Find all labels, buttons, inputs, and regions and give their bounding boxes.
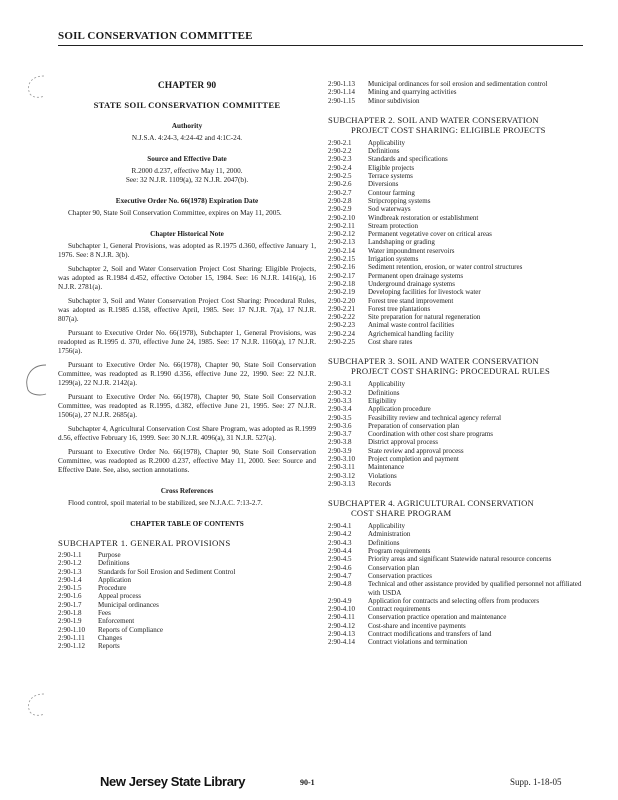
- toc-row: [328, 572, 592, 580]
- section-title: Fees: [98, 609, 111, 618]
- left-column: [58, 80, 316, 651]
- section-number: 2:90-3.11: [328, 463, 355, 472]
- section-title: Developing facilities for livestock water: [368, 288, 481, 297]
- toc-row: [328, 313, 592, 321]
- toc-row: [328, 472, 592, 480]
- section-title: Definitions: [368, 538, 400, 547]
- section-title: Contract modifications and transfers of land: [368, 630, 492, 639]
- section-number: 2:90-1.7: [58, 600, 82, 609]
- toc-row: [328, 480, 592, 488]
- toc-row: [328, 438, 592, 446]
- toc-row: [328, 147, 592, 155]
- toc-row: [328, 580, 592, 597]
- section-title: Standards for Soil Erosion and Sediment Control: [98, 567, 236, 576]
- section-title: Stripcropping systems: [368, 196, 431, 205]
- section-title: Irrigation systems: [368, 255, 419, 264]
- section-title: Municipal ordinances: [98, 600, 159, 609]
- toc-row: [328, 622, 592, 630]
- page-footer: [0, 774, 618, 794]
- section-number: 2:90-3.1: [328, 380, 352, 389]
- section-number: 2:90-4.2: [328, 530, 352, 539]
- section-title: Sod waterways: [368, 205, 411, 214]
- toc-row: [328, 247, 592, 255]
- history-paragraph: Pursuant to Executive Order No. 66(1978), Chapter 90, State Soil Conservation Committee, was readopted as R.1990 d.356, effective June 22, 1990. See: 22 N.J.R. 1299(a), 22 N.J.R. 2142(a).: [58, 361, 316, 387]
- toc-row: [328, 389, 592, 397]
- section-title: Purpose: [98, 551, 121, 559]
- toc-row: [328, 297, 592, 305]
- section-title: Application for contracts and selecting offers from producers: [368, 596, 540, 605]
- section-number: 2:90-3.7: [328, 430, 352, 439]
- section-number: 2:90-1.6: [58, 592, 82, 601]
- section-number: 2:90-3.6: [328, 421, 352, 430]
- toc-row: [328, 422, 592, 430]
- section-number: 2:90-1.10: [58, 625, 86, 634]
- section-title: Applicability: [368, 138, 405, 147]
- section-number: 2:90-2.4: [328, 163, 352, 172]
- history-paragraph: Pursuant to Executive Order No. 66(1978), Subchapter 1, General Provisions, was readopted as R.1995 d. 370, effective June 24, 1985. See: 17 N.J.R. 1160(a), 17 N.J.R. 1756(a).: [58, 329, 316, 355]
- section-title: Definitions: [368, 388, 400, 397]
- section-number: 2:90-3.3: [328, 396, 352, 405]
- section-number: 2:90-1.15: [328, 96, 356, 105]
- library-stamp: New Jersey State Library: [100, 774, 246, 789]
- section-number: 2:90-1.3: [58, 567, 82, 576]
- toc-row: [328, 180, 592, 188]
- section-title: Site preparation for natural regeneration: [368, 313, 481, 322]
- section-number: 2:90-4.6: [328, 563, 352, 572]
- toc-row: [328, 189, 592, 197]
- toc-row: [328, 547, 592, 555]
- section-number: 2:90-4.8: [328, 580, 352, 589]
- section-title: Eligibility: [368, 396, 397, 405]
- toc-row: [58, 576, 316, 584]
- toc-row: [58, 559, 316, 567]
- section-title: State review and approval process: [368, 446, 464, 455]
- section-number: 2:90-1.4: [58, 575, 82, 584]
- toc-row: [328, 280, 592, 288]
- subchapter-title-line: COST SHARE PROGRAM: [351, 508, 452, 519]
- section-title: Landshaping or grading: [368, 238, 435, 247]
- toc-row: [328, 338, 592, 346]
- section-number: 2:90-2.9: [328, 205, 352, 214]
- toc-row: [58, 634, 316, 642]
- toc-row: [328, 321, 592, 329]
- section-number: 2:90-3.4: [328, 405, 352, 414]
- toc-row: [58, 551, 316, 559]
- section-title: Conservation plan: [368, 563, 420, 572]
- toc-row: [328, 205, 592, 213]
- section-title: Appeal process: [98, 592, 141, 601]
- section-number: 2:90-4.5: [328, 555, 352, 564]
- toc-row: [328, 172, 592, 180]
- subchapter-title-line: SUBCHAPTER 2. SOIL AND WATER CONSERVATION: [328, 114, 539, 125]
- section-title: Technical and other assistance provided by qualified personnel not affiliated with USDA: [368, 580, 582, 597]
- section-title: Underground drainage systems: [368, 279, 455, 288]
- toc-row: [328, 88, 592, 96]
- toc-row: [328, 397, 592, 405]
- toc-table: [328, 522, 592, 646]
- section-title: Agrichemical handling facility: [368, 329, 454, 338]
- section-title: Preparation of conservation plan: [368, 421, 460, 430]
- history-paragraph: Subchapter 4, Agricultural Conservation Cost Share Program, was adopted as R.1999 d.56, effective February 16, 1999. See: 30 N.J.R. 4096(a), 31 N.J.R. 527(a).: [58, 425, 316, 442]
- section-title: Reports of Compliance: [98, 625, 163, 634]
- section-number: 2:90-2.11: [328, 221, 355, 230]
- chapter-title: STATE SOIL CONSERVATION COMMITTEE: [93, 100, 281, 110]
- section-number: 2:90-2.12: [328, 230, 356, 239]
- section-number: 2:90-2.3: [328, 155, 352, 164]
- subchapter-title-line: PROJECT COST SHARING: ELIGIBLE PROJECTS: [351, 124, 546, 135]
- section-number: 2:90-4.13: [328, 630, 356, 639]
- toc-row: [328, 564, 592, 572]
- section-number: 2:90-3.13: [328, 479, 356, 488]
- section-number: 2:90-2.5: [328, 172, 352, 181]
- section-number: 2:90-4.14: [328, 638, 356, 647]
- section-title: Applicability: [368, 522, 405, 531]
- section-number: 2:90-2.10: [328, 213, 356, 222]
- section-number: 2:90-4.10: [328, 605, 356, 614]
- section-title: Conservation practices: [368, 571, 432, 580]
- subchapter-4-title: [328, 498, 592, 518]
- section-number: 2:90-2.1: [328, 138, 352, 147]
- chapter-label: CHAPTER 90: [157, 81, 217, 91]
- toc-row: [58, 568, 316, 576]
- section-title: Sediment retention, erosion, or water control structures: [368, 263, 523, 272]
- subchapter-title-line: PROJECT COST SHARING: PROCEDURAL RULES: [351, 366, 550, 377]
- section-title: Windbreak restoration or establishment: [368, 213, 479, 222]
- section-title: District approval process: [368, 438, 438, 447]
- history-heading: Chapter Historical Note: [150, 230, 224, 238]
- section-number: 2:90-4.12: [328, 621, 356, 630]
- section-title: Priority areas and significant Statewide natural resource concerns: [368, 555, 552, 564]
- supplement-date: Supp. 1-18-05: [510, 777, 562, 787]
- section-title: Definitions: [368, 147, 400, 156]
- toc-row: [58, 642, 316, 650]
- section-number: 2:90-1.5: [58, 584, 82, 593]
- section-number: 2:90-2.2: [328, 147, 352, 156]
- section-number: 2:90-3.8: [328, 438, 352, 447]
- history-paragraph: Pursuant to Executive Order No. 66(1978), Chapter 90, State Soil Conservation Committee, was readopted as R.1995, d.382, effective June 21, 1995. See: 27 N.J.R. 1506(a), 27 N.J.R. 2685(a).: [58, 393, 316, 419]
- section-title: Reports: [98, 642, 120, 651]
- subchapter-title-line: SUBCHAPTER 4. AGRICULTURAL CONSERVATION: [328, 498, 534, 509]
- toc-row: [328, 97, 592, 105]
- section-title: Application: [98, 575, 132, 584]
- toc-row: [58, 601, 316, 609]
- toc-row: [328, 638, 592, 646]
- toc-row: [328, 230, 592, 238]
- toc-row: [328, 405, 592, 413]
- section-title: Terrace systems: [368, 172, 413, 181]
- section-number: 2:90-4.1: [328, 522, 352, 531]
- section-title: Permanent open drainage systems: [368, 271, 464, 280]
- section-title: Minor subdivision: [368, 96, 420, 105]
- binder-hole-mark: [24, 72, 46, 100]
- history-paragraph: Subchapter 2, Soil and Water Conservation Project Cost Sharing: Eligible Projects, was adopted as R.1984 d.452, effective October 15, 1984. See: 16 N.J.R. 1416(a), 16 N.J.R. 2781(a).: [58, 265, 316, 291]
- toc-row: [328, 522, 592, 530]
- section-title: Forest tree stand improvement: [368, 296, 454, 305]
- section-title: Water impoundment reservoirs: [368, 246, 455, 255]
- section-number: 2:90-2.16: [328, 263, 356, 272]
- section-number: 2:90-4.4: [328, 547, 352, 556]
- toc-row: [328, 630, 592, 638]
- section-number: 2:90-1.11: [58, 633, 85, 642]
- toc-row: [58, 584, 316, 592]
- section-title: Enforcement: [98, 617, 135, 626]
- toc-row: [328, 430, 592, 438]
- toc-heading: CHAPTER TABLE OF CONTENTS: [130, 520, 244, 528]
- section-number: 2:90-2.7: [328, 188, 352, 197]
- authority-heading: Authority: [171, 122, 203, 130]
- section-number: 2:90-1.13: [328, 80, 356, 88]
- cross-references-text: Flood control, spoil material to be stabilized, see N.J.A.C. 7:13-2.7.: [68, 499, 263, 507]
- source-heading: Source and Effective Date: [147, 155, 227, 163]
- source-line: R.2000 d.237, effective May 11, 2000.: [131, 167, 243, 175]
- section-title: Procedure: [98, 584, 127, 593]
- section-number: 2:90-2.22: [328, 313, 356, 322]
- toc-row: [328, 463, 592, 471]
- section-title: Maintenance: [368, 463, 405, 472]
- section-number: 2:90-1.12: [58, 642, 86, 651]
- toc-row: [328, 414, 592, 422]
- toc-table: [328, 380, 592, 488]
- toc-row: [328, 80, 592, 88]
- toc-row: [328, 605, 592, 613]
- section-number: 2:90-2.24: [328, 329, 356, 338]
- section-title: Violations: [368, 471, 397, 480]
- section-number: 2:90-2.18: [328, 279, 356, 288]
- section-title: Application procedure: [368, 405, 431, 414]
- toc-row: [328, 330, 592, 338]
- section-number: 2:90-1.9: [58, 617, 82, 626]
- section-number: 2:90-1.8: [58, 609, 82, 618]
- toc-row: [328, 597, 592, 605]
- section-title: Permanent vegetative cover on critical areas: [368, 230, 492, 239]
- toc-row: [328, 447, 592, 455]
- section-title: Applicability: [368, 380, 405, 389]
- section-number: 2:90-2.15: [328, 255, 356, 264]
- cross-references-heading: Cross References: [160, 487, 214, 495]
- section-number: 2:90-2.23: [328, 321, 356, 330]
- toc-row: [328, 305, 592, 313]
- subchapter-title-line: SUBCHAPTER 3. SOIL AND WATER CONSERVATION: [328, 356, 539, 367]
- toc-row: [58, 592, 316, 600]
- section-title: Cost-share and incentive payments: [368, 621, 466, 630]
- section-title: Records: [368, 479, 391, 488]
- toc-row: [328, 214, 592, 222]
- section-title: Program requirements: [368, 547, 431, 556]
- toc-row: [328, 197, 592, 205]
- section-number: 2:90-3.12: [328, 471, 356, 480]
- history-paragraph: Subchapter 1, General Provisions, was adopted as R.1975 d.360, effective January 1, 1976. See: 8 N.J.R. 3(b).: [58, 242, 316, 259]
- section-number: 2:90-1.2: [58, 559, 82, 568]
- section-number: 2:90-3.2: [328, 388, 352, 397]
- section-number: 2:90-4.11: [328, 613, 355, 622]
- section-number: 2:90-3.9: [328, 446, 352, 455]
- section-title: Project completion and payment: [368, 454, 459, 463]
- section-number: 2:90-2.25: [328, 338, 356, 347]
- section-title: Cost share rates: [368, 338, 413, 347]
- toc-row: [328, 530, 592, 538]
- toc-row: [328, 164, 592, 172]
- section-title: Contract violations and termination: [368, 638, 468, 647]
- section-title: Conservation practice operation and maintenance: [368, 613, 507, 622]
- toc-row: [328, 613, 592, 621]
- toc-table: [58, 551, 316, 651]
- toc-row: [328, 263, 592, 271]
- section-number: 2:90-2.17: [328, 271, 356, 280]
- section-number: 2:90-2.20: [328, 296, 356, 305]
- right-column: [328, 80, 592, 647]
- toc-row: [328, 139, 592, 147]
- section-number: 2:90-3.10: [328, 454, 356, 463]
- section-title: Standards and specifications: [368, 155, 448, 164]
- source-line: See: 32 N.J.R. 1109(a), 32 N.J.R. 2047(b).: [125, 176, 249, 184]
- section-number: 2:90-2.6: [328, 180, 352, 189]
- toc-row: [58, 617, 316, 625]
- section-title: Animal waste control facilities: [368, 321, 455, 330]
- toc-row: [328, 555, 592, 563]
- running-head: SOIL CONSERVATION COMMITTEE: [58, 30, 583, 46]
- section-number: 2:90-2.19: [328, 288, 356, 297]
- toc-row: [328, 238, 592, 246]
- toc-row: [328, 539, 592, 547]
- section-title: Definitions: [98, 559, 130, 568]
- section-number: 2:90-4.7: [328, 571, 352, 580]
- section-number: 2:90-2.13: [328, 238, 356, 247]
- binder-hole-mark: [22, 362, 48, 398]
- section-title: Stream protection: [368, 221, 418, 230]
- page-number: 90-1: [300, 778, 315, 787]
- eo-text: Chapter 90, State Soil Conservation Committee, expires on May 11, 2005.: [68, 209, 282, 217]
- section-title: Contour farming: [368, 188, 415, 197]
- section-title: Contract requirements: [368, 605, 431, 614]
- subchapter-2-title: [328, 115, 592, 135]
- toc-row: [328, 272, 592, 280]
- section-number: 2:90-1.1: [58, 551, 82, 559]
- section-title: Changes: [98, 633, 123, 642]
- toc-row: [58, 626, 316, 634]
- toc-row: [328, 288, 592, 296]
- subchapter-3-title: [328, 356, 592, 376]
- section-title: Diversions: [368, 180, 399, 189]
- section-title: Forest tree plantations: [368, 304, 431, 313]
- section-title: Feasibility review and technical agency referral: [368, 413, 502, 422]
- toc-row: [328, 380, 592, 388]
- section-title: Administration: [368, 530, 411, 539]
- subchapter-1-title: SUBCHAPTER 1. GENERAL PROVISIONS: [58, 538, 231, 548]
- section-number: 2:90-4.9: [328, 596, 352, 605]
- section-title: Municipal ordinances for soil erosion and sedimentation control: [368, 80, 548, 88]
- toc-row: [58, 609, 316, 617]
- toc-row: [328, 255, 592, 263]
- section-number: 2:90-2.21: [328, 304, 356, 313]
- eo-heading: Executive Order No. 66(1978) Expiration Date: [115, 197, 259, 205]
- history-paragraph: Pursuant to Executive Order No. 66(1978), Chapter 90, State Soil Conservation Committee, was readopted as R.2000 d.237, effective May 11, 2000. See: Source and Effective Date. See, also, section annotations.: [58, 448, 316, 474]
- section-number: 2:90-3.5: [328, 413, 352, 422]
- toc-table: [328, 139, 592, 346]
- authority-text: N.J.S.A. 4:24-3, 4:24-42 and 4:1C-24.: [131, 134, 243, 142]
- toc-row: [328, 222, 592, 230]
- toc-row: [328, 455, 592, 463]
- section-number: 2:90-4.3: [328, 538, 352, 547]
- toc-row: [328, 155, 592, 163]
- section-title: Eligible projects: [368, 163, 415, 172]
- section-title: Coordination with other cost share programs: [368, 430, 494, 439]
- section-number: 2:90-2.14: [328, 246, 356, 255]
- section-number: 2:90-1.14: [328, 88, 356, 97]
- section-title: Mining and quarrying activities: [368, 88, 457, 97]
- history-paragraph: Subchapter 3, Soil and Water Conservation Project Cost Sharing: Procedural Rules, was adopted as R.1985 d.158, effective April, 1985. See: 17 N.J.R. 7(a), 17 N.J.R. 807(a).: [58, 297, 316, 323]
- section-number: 2:90-2.8: [328, 196, 352, 205]
- binder-hole-mark: [24, 690, 46, 718]
- toc-table: [328, 80, 592, 105]
